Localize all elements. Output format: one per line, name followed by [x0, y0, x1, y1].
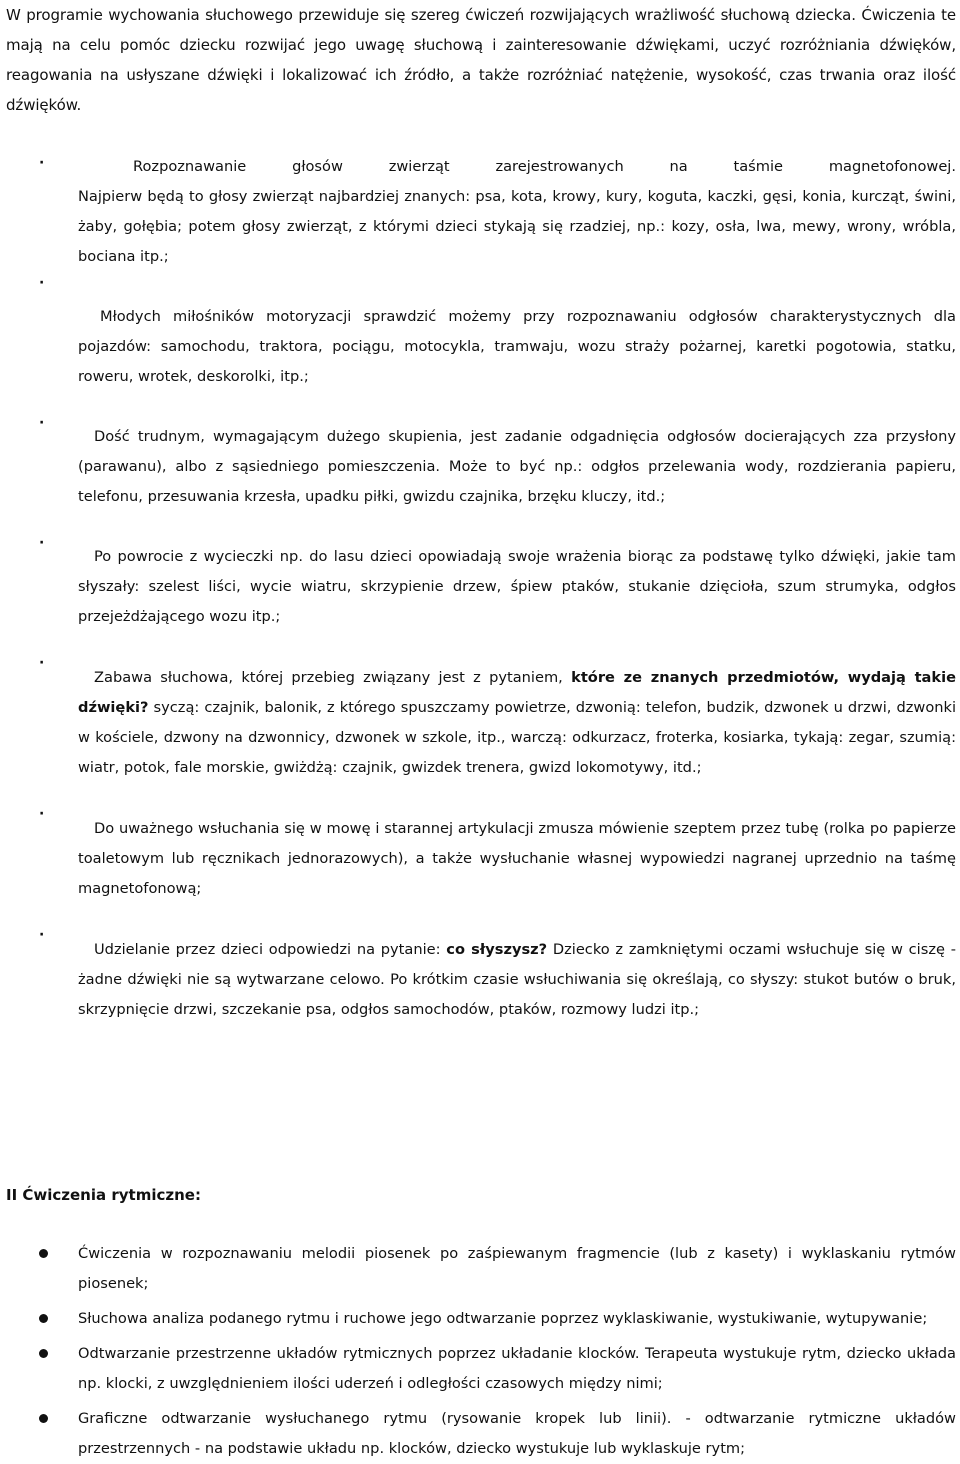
bullet-dot: ·: [39, 415, 45, 431]
bullet-dot: ·: [39, 806, 45, 822]
list-item-what-do-you-hear: [78, 935, 956, 1025]
list-item-objects-game: [78, 663, 956, 783]
list-item-lead: Rozpoznawanie głosów zwierząt zarejestrowanych na taśmie magnetofonowej.: [133, 158, 956, 175]
bullet-disc: [39, 1414, 48, 1423]
list-item-animal-voices: [78, 152, 956, 272]
list-item-vehicles: Młodych miłośników motoryzacji sprawdzić możemy przy rozpoznawaniu odgłosów charakterystycznych dla pojazdów: samochodu, traktora, pociągu, motocykla, tramwaju, wozu straży pożarnej, karetki pogotowia, statku, roweru, wrotek, deskorolki, itp.;: [78, 308, 956, 385]
item-bold-question: co słyszysz?: [446, 941, 548, 958]
list-item-whisper-tube: Do uważnego wsłuchania się w mowę i starannej artykulacji zmusza mówienie szeptem przez tubę (rolka po papierze toaletowym lub ręcznikach jednorazowych), a także wysłuchanie własnej wypowiedzi nagranej uprzednio na taśmę magnetofonową;: [78, 820, 956, 897]
list-item-rhythm-analysis: Słuchowa analiza podanego rytmu i ruchowe jego odtwarzanie poprzez wyklaskiwanie, wystukiwanie, wytupywanie;: [78, 1310, 928, 1327]
bullet-dot: ·: [39, 155, 45, 171]
item-text-before: Udzielanie przez dzieci odpowiedzi na pytanie:: [94, 941, 441, 958]
list-item-melodies: Ćwiczenia w rozpoznawaniu melodii piosenek po zaśpiewanym fragmencie (lub z kasety) i wyklaskaniu rytmów piosenek;: [78, 1245, 956, 1292]
list-item-trip-sounds: Po powrocie z wycieczki np. do lasu dzieci opowiadają swoje wrażenia biorąc za podstawę tylko dźwięki, jakie tam słyszały: szelest liści, wycie wiatru, skrzypienie drzew, śpiew ptaków, stukanie dzięcioła, szum strumyka, odgłos przejeżdżającego wozu itp.;: [78, 548, 956, 625]
bullet-disc: [39, 1314, 48, 1323]
bullet-dot: ·: [39, 655, 45, 671]
bullet-dot: ·: [39, 927, 45, 943]
item-text-after: Dziecko z zamkniętymi oczami wsłuchuje się w ciszę - żadne dźwięki nie są wytwarzane celowo. Po krótkim czasie wsłuchiwania się określają, co słyszy: stukot butów o bruk, skrzypnięcie drzwi, szczekanie psa, odgłos samochodów, ptaków, rozmowy ludzi itp.;: [78, 941, 956, 1018]
bullet-disc: [39, 1249, 48, 1258]
list-item-hidden-sounds: Dość trudnym, wymagającym dużego skupienia, jest zadanie odgadnięcia odgłosów docierających zza przysłony (parawanu), albo z sąsiedniego pomieszczenia. Może to być np.: odgłos przelewania wody, rozdzierania papieru, telefonu, przesuwania krzesła, upadku piłki, gwizdu czajnika, brzęku kluczy, itd.;: [78, 428, 956, 505]
bullet-dot: ·: [39, 275, 45, 291]
list-item-graphic-rhythm: Graficzne odtwarzanie wysłuchanego rytmu (rysowanie kropek lub linii). - odtwarzanie rytmiczne układów przestrzennych - na podstawie układu np. klocków, dziecko wystukuje lub wyklaskuje rytm;: [78, 1410, 956, 1457]
item-bold-question: które ze znanych przedmiotów, wydają takie dźwięki?: [78, 669, 957, 716]
bullet-disc: [39, 1349, 48, 1358]
list-item-blocks: Odtwarzanie przestrzenne układów rytmicznych poprzez układanie klocków. Terapeuta wystukuje rytm, dziecko układa np. klocki, z uwzględnieniem ilości uderzeń i odległości czasowych między nimi;: [78, 1345, 956, 1392]
bullet-dot: ·: [39, 535, 45, 551]
list-item-text: Najpierw będą to głosy zwierząt najbardziej znanych: psa, kota, krowy, kury, koguta, kaczki, gęsi, konia, kurcząt, świni, żaby, gołębia; potem głosy zwierząt, z którymi dzieci stykają się rzadziej, np.: kozy, osła, lwa, mewy, wrony, wróbla, bociana itp.;: [78, 188, 956, 265]
intro-paragraph: W programie wychowania słuchowego przewiduje się szereg ćwiczeń rozwijających wrażliwość słuchową dziecka. Ćwiczenia te mają na celu pomóc dziecku rozwijać jego uwagę słuchową i zainteresowanie dźwiękami, uczyć rozróżniania dźwięków, reagowania na usłyszane dźwięki i lokalizować ich źródło, a także rozróżniać natężenie, wysokość, czas trwania oraz ilość dźwięków.: [6, 6, 956, 114]
section-heading: II Ćwiczenia rytmiczne:: [6, 1186, 201, 1204]
item-text-after: syczą: czajnik, balonik, z którego spuszczamy powietrze, dzwonią: telefon, budzik, dzwonek u drzwi, dzwonki w kościele, dzwony na dzwonnicy, dzwonek w szkole, itp., warczą: odkurzacz, froterka, kosiarka, tykają: zegar, szumią: wiatr, potok, fale morskie, gwiżdżą: czajnik, gwizdek trenera, gwizd lokomotywy, itd.;: [78, 699, 956, 776]
item-text-before: Zabawa słuchowa, której przebieg związany jest z pytaniem,: [94, 669, 563, 686]
